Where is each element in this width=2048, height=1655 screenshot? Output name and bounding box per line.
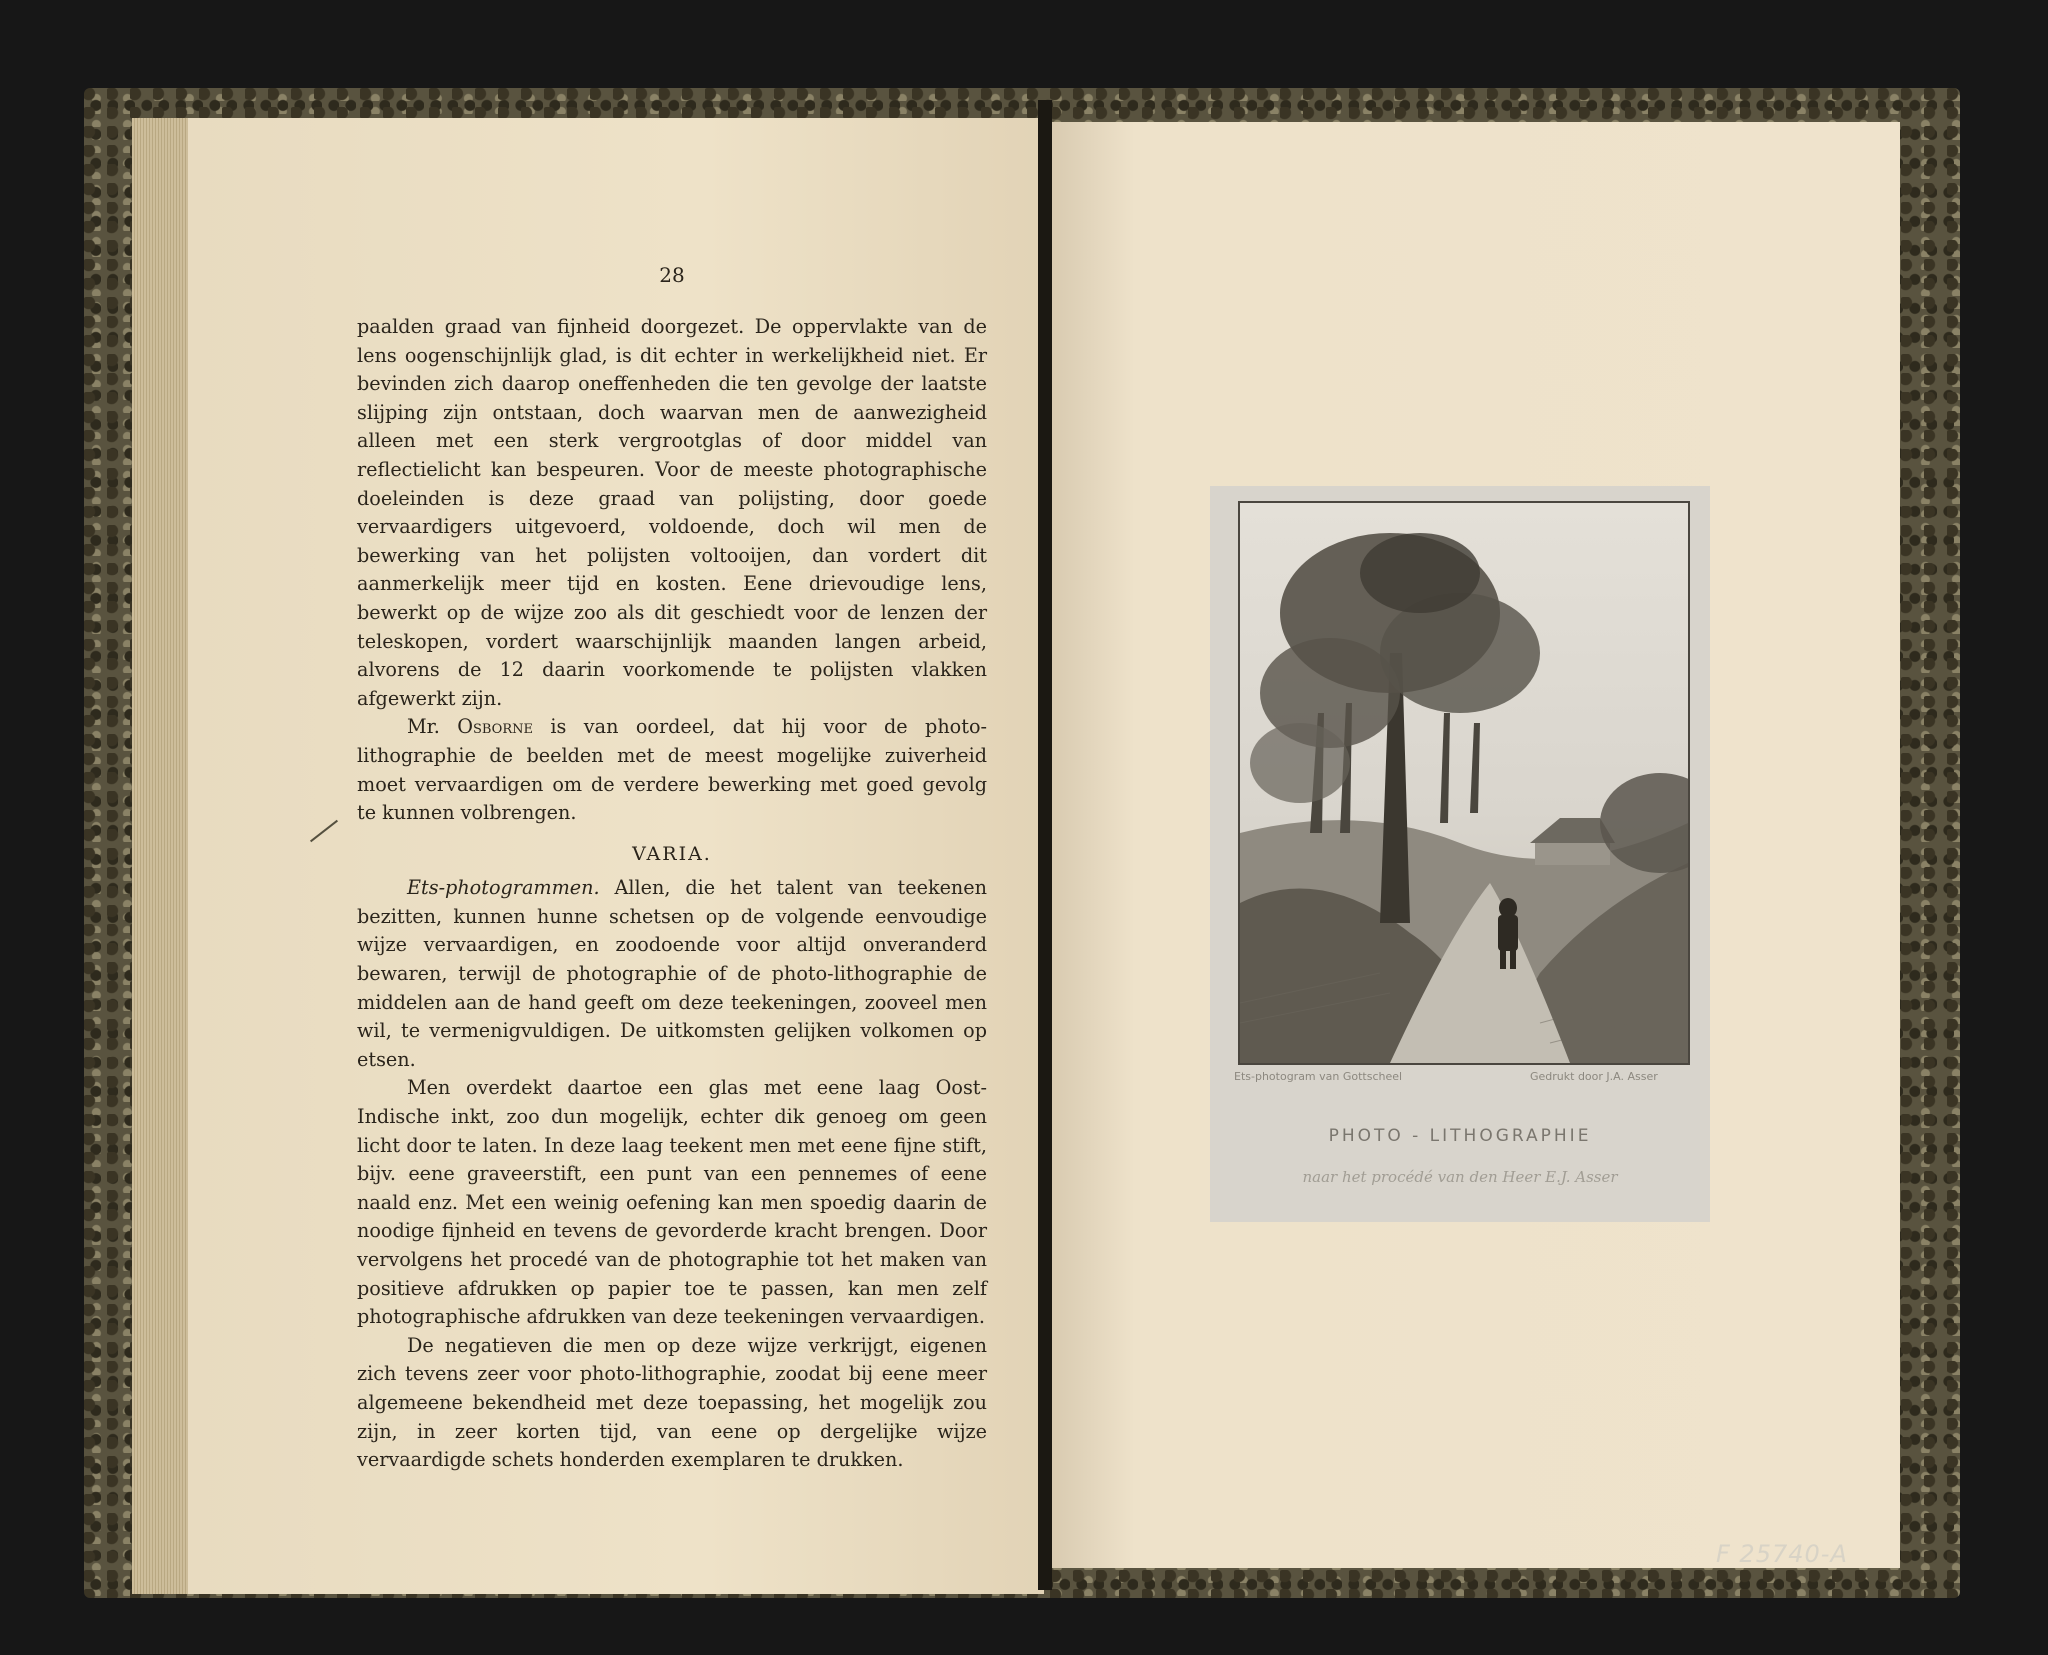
osborne-name: Osborne [457, 715, 533, 739]
page-number: 28 [659, 263, 685, 287]
paragraph-negatives: De negatieven die men op deze wijze verkrijgt, eigenen zich tevens zeer voor photo-lithographie, zoodat bij eene meer algemeene bekendheid met deze toepassing, het mogelijk zou zijn, in zeer korten tijd, van eene op dergelijke wijze vervaardigde schets honderden exemplaren te drukken. [357, 1333, 987, 1472]
shelf-mark: F 25740-A [1716, 1540, 1848, 1568]
paragraph-glass: Men overdekt daartoe een glas met eene laag Oost-Indische inkt, zoo dun mogelijk, echter dik genoeg om geen licht door te laten. In deze laag teekent men met eene fijne stift, bijv. eene graveerstift, een punt van een pennemes of eene naald enz. Met een weinig oefening kan men spoedig daarin de noodige fijnheid en tevens de gevorderde kracht brengen. Door vervolgens het procedé van de photographie tot het maken van positieve afdrukken op papier toe te passen, kan men zelf photographische afdrukken van deze teekeningen vervaardigen. [357, 1076, 987, 1329]
landscape-etching [1238, 501, 1690, 1065]
page-edges [132, 118, 192, 1594]
book-gutter [1038, 100, 1052, 1590]
left-page-text [357, 313, 987, 1475]
osborne-rest: is van oordeel, dat hij voor de photo-lithographie de beelden met de meest mogelijke zuiverheid moet vervaardigen om de verdere bewerking met goed gevolg te kunnen volbrengen. [357, 715, 987, 825]
paragraph-ets-photogrammen [357, 874, 987, 1074]
plate-caption-left: Ets-photogram van Gottscheel [1234, 1070, 1403, 1083]
ets-photogrammen-text: Allen, die het talent van teekenen bezitten, kunnen hunne schetsen op de volgende eenvoudige wijze vervaardigen, en zoodoende voor altijd onveranderd bewaren, terwijl de photographie of de photo-lithographie de middelen aan de hand geeft om deze teekeningen, zooveel men wil, te vermenigvuldigen. De uitkomsten gelijken volkomen op etsen. [357, 876, 987, 1071]
paragraph-lens: paalden graad van fijnheid doorgezet. De oppervlakte van de lens oogenschijnlijk glad, is dit echter in werkelijkheid niet. Er bevinden zich daarop oneffenheden die ten gevolge der laatste slijping zijn ontstaan, doch waarvan men de aanwezigheid alleen met een sterk vergrootglas of door middel van reflectielicht kan bespeuren. Voor de meeste photographische doeleinden is deze graad van polijsting, door goede vervaardigers uitgevoerd, voldoende, doch wil men de bewerking van het polijsten voltooijen, dan vordert dit aanmerkelijk meer tijd en kosten. Eene drievoudige lens, bewerkt op de wijze zoo als dit geschiedt voor de lenzen der teleskopen, vordert waarschijnlijk maanden langen arbeid, alvorens de 12 daarin voorkomende te polijsten vlakken afgewerkt zijn. [357, 315, 987, 710]
section-heading-varia: VARIA. [632, 842, 712, 865]
ets-photogrammen-title: Ets-photogrammen. [407, 876, 600, 900]
plate-subtitle: naar het procédé van den Heer E.J. Asser [1302, 1168, 1618, 1186]
plate-title: PHOTO - LITHOGRAPHIE [1328, 1126, 1592, 1146]
osborne-prefix: Mr. [407, 715, 458, 739]
plate-caption-right: Gedrukt door J.A. Asser [1530, 1070, 1658, 1083]
etching-illustration [1240, 503, 1688, 1063]
paragraph-osborne [357, 713, 987, 827]
